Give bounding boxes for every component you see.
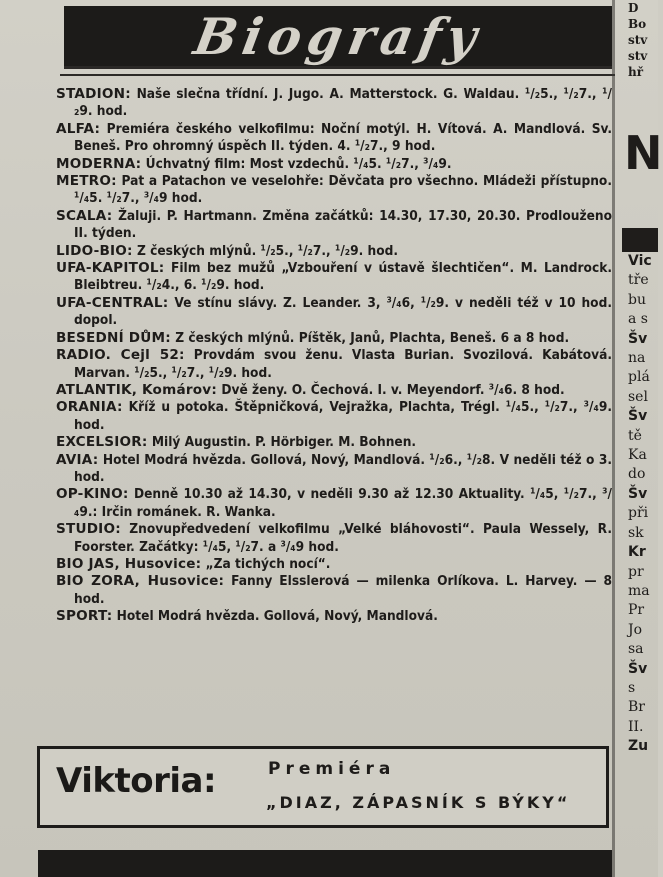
listing-details: Kříž u potoka. Štěpničková, Vejražka, Plachta, Trégl. ¹/₄5., ¹/₂7., ³/₄9. hod. (74, 399, 613, 433)
fragment-line: Br (628, 699, 645, 716)
adjacent-column-text (628, 252, 658, 757)
fragment-line: Pr (628, 602, 645, 619)
fragment-line: II. (628, 718, 644, 735)
fragment-line: Šv (628, 660, 648, 677)
fragment-line: Vic (628, 253, 652, 269)
fragment-line: při (628, 505, 649, 522)
ad-premiere-label: Premiéra (268, 759, 396, 779)
masthead-rule (60, 74, 615, 76)
cinema-name: STADION: (56, 86, 131, 102)
cinema-listings (56, 86, 612, 626)
cinema-name: AVIA: (56, 451, 99, 468)
listing-details: Naše slečna třídní. J. Jugo. A. Matterstock. G. Waldau. ¹/₂5., ¹/₂7., ¹/₂9. hod. (74, 86, 612, 120)
listing-entry (56, 556, 612, 573)
fragment-line: Zu (628, 738, 649, 755)
listing-details: Fanny Elsslerová — milenka Orlíkova. L. Harvey. — 8 hod. (74, 573, 612, 607)
listing-details: Z českých mlýnů. Píštěk, Janů, Plachta, Beneš. 6 a 8 hod. (175, 329, 570, 346)
cinema-name: UFA-KAPITOL: (56, 260, 165, 277)
fragment-line: ma (628, 582, 650, 599)
listing-entry (56, 573, 612, 608)
cinema-name: ALFA: (56, 120, 101, 137)
listing-entry (56, 347, 612, 382)
column-divider (612, 0, 615, 877)
listing-details: Denně 10.30 až 14.30, v neděli 9.30 až 12.30 Aktuality. ¹/₄5, ¹/₂7., ³/₄9.: Irčin románek. R. Wanka. (74, 486, 612, 520)
listing-details: Znovupředvedení velkofilmu „Velké bláhovosti“. Paula Wessely, R. Foorster. Začátky: ¹/₄5, ¹/₂7. a ³/₄9 hod. (74, 521, 612, 555)
fragment-line: sk (628, 524, 644, 541)
cinema-name: BIO ZORA, Husovice: (56, 573, 225, 590)
cinema-name: BIO JAS, Husovice: (56, 555, 202, 572)
fragment-line: tě (628, 427, 642, 444)
listing-entry (56, 608, 612, 625)
listing-entry (56, 434, 612, 451)
fragment-line: a s (628, 311, 648, 328)
fragment-line: Kr (628, 544, 646, 561)
listing-entry (56, 521, 612, 556)
fragment-line: sa (628, 641, 644, 658)
fragment-line: D (628, 1, 639, 15)
fragment-line: stv (628, 49, 648, 63)
cinema-name: SCALA: (56, 207, 113, 224)
listing-details: „Za tichých nocí“. (205, 555, 331, 572)
listing-details: Ve stínu slávy. Z. Leander. 3, ³/₄6, ¹/₂9. v neděli též v 10 hod. dopol. (74, 294, 612, 329)
fragment-line: stv (628, 33, 648, 47)
listing-details: Pat a Patachon ve veselohře: Děvčata pro všechno. Mládeži přístupno. ¹/₄5. ¹/₂7., ³/₄9 hod. (74, 173, 612, 207)
fragment-line: s (628, 679, 636, 696)
listing-entry (56, 243, 612, 260)
listing-entry (56, 260, 612, 295)
cinema-advertisement (37, 746, 609, 828)
adjacent-column-heading: N (624, 126, 663, 180)
fragment-line: do (628, 466, 646, 483)
fragment-line: Bo (628, 17, 647, 31)
fragment-line: Šv (628, 408, 648, 425)
cinema-name: RADIO. Cejl 52: (56, 347, 185, 364)
listing-details: Hotel Modrá hvězda. Gollová, Nový, Mandlová. (116, 608, 438, 625)
listing-entry (56, 295, 612, 330)
fragment-line: pr (628, 563, 644, 580)
listing-entry (56, 86, 612, 121)
fragment-line: Šv (628, 485, 648, 502)
next-section-masthead (38, 850, 612, 877)
fragment-line: tře (628, 272, 649, 289)
cinema-name: METRO: (56, 173, 117, 190)
listing-entry (56, 399, 612, 434)
cinema-name: LIDO-BIO: (56, 242, 133, 259)
section-masthead (64, 6, 612, 69)
listing-entry (56, 173, 612, 208)
listing-details: Film bez mužů „Vzbouření v ústavě šlechtičen“. M. Landrock. Bleibtreu. ¹/₂4., 6. ¹/₂9. hod. (74, 260, 612, 294)
listing-details: Provdám svou ženu. Vlasta Burian. Svozilová. Kabátová. Marvan. ¹/₂5., ¹/₂7., ¹/₂9. hod. (74, 347, 612, 381)
listing-details: Premiéra českého velkofilmu: Noční motýl. H. Vítová. A. Mandlová. Sv. Beneš. Pro ohromný úspěch II. týden. 4. ¹/₂7., 9 hod. (74, 120, 613, 155)
fragment-line: bu (628, 291, 646, 308)
fragment-line: Ka (628, 447, 647, 464)
fragment-line: na (628, 350, 646, 367)
cinema-name: ORANIA: (56, 399, 123, 416)
listing-entry (56, 452, 612, 487)
ad-cinema-name: Viktoria: (56, 761, 217, 801)
listing-details: Milý Augustin. P. Hörbiger. M. Bohnen. (151, 434, 417, 451)
cinema-name: OP-KINO: (56, 486, 129, 503)
listing-entry (56, 121, 612, 156)
fragment-line: plá (628, 369, 650, 386)
cinema-name: STUDIO: (56, 521, 121, 538)
listing-entry (56, 382, 612, 399)
fragment-line: Jo (628, 621, 643, 638)
adjacent-column-top (628, 0, 658, 80)
fragment-line: sel (628, 388, 648, 405)
listing-details: Úchvatný film: Most vzdechů. ¹/₄5. ¹/₂7., ³/₄9. (145, 155, 452, 172)
adjacent-column-bar (622, 228, 658, 252)
listing-details: Z českých mlýnů. ¹/₂5., ¹/₂7., ¹/₂9. hod. (137, 242, 399, 259)
listing-details: Hotel Modrá hvězda. Gollová, Nový, Mandlová. ¹/₂6., ¹/₂8. V neděli též o 3. hod. (74, 451, 612, 485)
ad-film-title: „DIAZ, ZÁPASNÍK S BÝKY“ (266, 793, 571, 812)
listing-entry (56, 156, 612, 173)
listing-entry (56, 486, 612, 521)
listing-entry (56, 208, 612, 243)
cinema-name: BESEDNÍ DŮM: (56, 329, 171, 346)
cinema-name: UFA-CENTRAL: (56, 294, 169, 311)
listing-entry (56, 330, 612, 347)
listing-details: Dvě ženy. O. Čechová. I. v. Meyendorf. ³/₄6. 8 hod. (221, 381, 565, 398)
fragment-line: hř (628, 65, 644, 79)
cinema-name: EXCELSIOR: (56, 434, 148, 451)
fragment-line: Šv (628, 330, 648, 347)
section-title: Biografy (189, 6, 487, 66)
cinema-name: MODERNA: (56, 155, 142, 172)
cinema-name: ATLANTIK, Komárov: (56, 381, 217, 398)
cinema-name: SPORT: (56, 608, 113, 625)
listing-details: Žaluji. P. Hartmann. Změna začátků: 14.30, 17.30, 20.30. Prodlouženo II. týden. (74, 207, 612, 242)
